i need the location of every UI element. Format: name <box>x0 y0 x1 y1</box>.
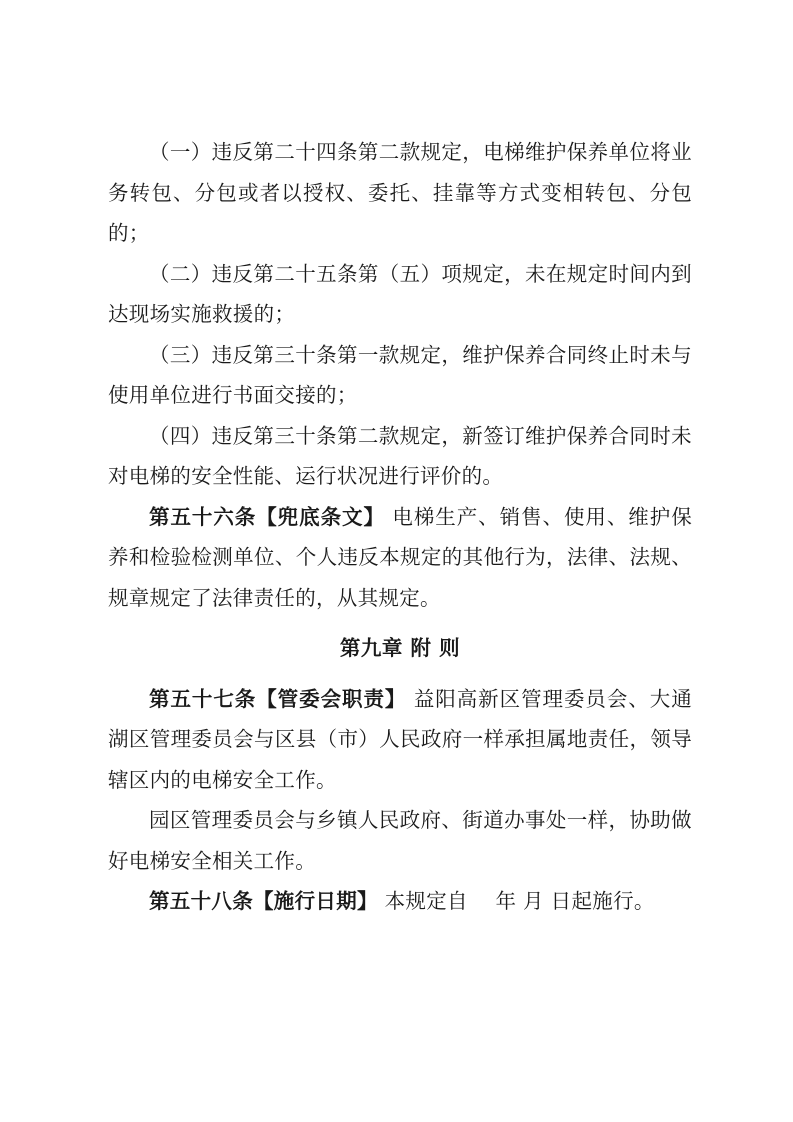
article-57 <box>108 679 692 801</box>
list-item-2: （二）违反第二十五条第（五）项规定，未在规定时间内到达现场实施救援的； <box>108 261 692 326</box>
chapter-title: 第九章 附 则 <box>339 636 461 660</box>
document-body <box>108 132 692 922</box>
list-item-1: （一）违反第二十四条第二款规定，电梯维护保养单位将业务转包、分包或者以授权、委托、挂靠等方式变相转包、分包的； <box>108 140 692 245</box>
article-58 <box>108 881 692 922</box>
article-57-paragraph-2: 园区管理委员会与乡镇人民政府、街道办事处一样，协助做好电梯安全相关工作。 <box>108 808 692 873</box>
article-56 <box>108 497 692 619</box>
article-58-text: 本规定自 年 月 日起施行。 <box>377 889 655 913</box>
article-57-heading: 第五十七条【管委会职责】 <box>149 686 407 711</box>
list-item-3: （三）违反第三十条第一款规定，维护保养合同终止时未与使用单位进行书面交接的； <box>108 342 692 407</box>
article-58-heading: 第五十八条【施行日期】 <box>149 889 378 913</box>
article-57-text: 益阳高新区管理委员会、大通湖区管理委员会与区县（市）人民政府一样承担属地责任，领导辖区内的电梯安全工作。 <box>108 686 692 792</box>
list-item-4: （四）违反第三十条第二款规定，新签订维护保养合同时未对电梯的安全性能、运行状况进行评价的。 <box>108 423 692 488</box>
article-56-heading: 第五十六条【兜底条文】 <box>149 504 385 529</box>
article-56-text: 电梯生产、销售、使用、维护保养和检验检测单位、个人违反本规定的其他行为，法律、法规、规章规定了法律责任的，从其规定。 <box>108 504 692 610</box>
